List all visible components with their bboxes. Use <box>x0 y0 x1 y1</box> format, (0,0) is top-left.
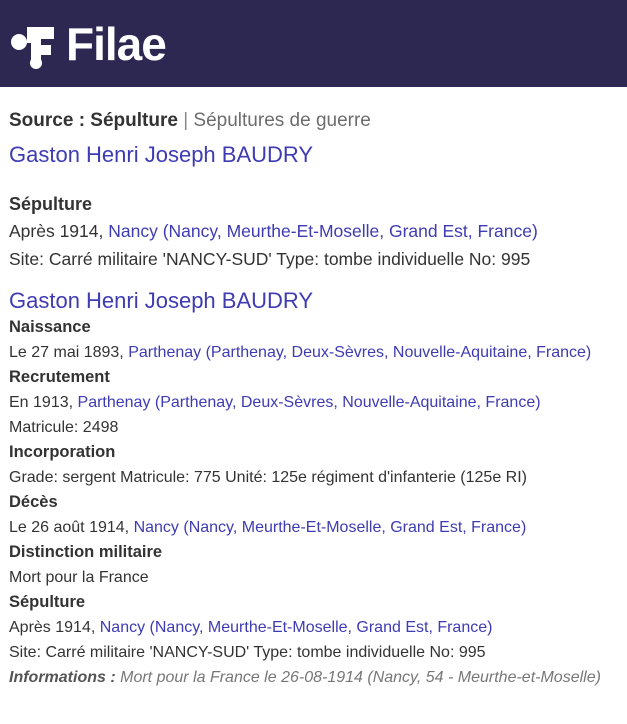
record2-person-name[interactable]: Gaston Henri Joseph BAUDRY <box>9 288 314 313</box>
record1-person-name[interactable]: Gaston Henri Joseph BAUDRY <box>9 142 314 167</box>
filae-logo-icon <box>10 19 60 69</box>
informations-line <box>9 665 618 690</box>
record1-date: Après 1914, <box>9 221 104 241</box>
deces-title: Décès <box>9 493 58 511</box>
recrutement-matricule: Matricule: 2498 <box>9 419 119 436</box>
deces-date: Le 26 août 1914, <box>9 519 130 536</box>
recrutement-date: En 1913, <box>9 394 74 411</box>
incorporation-title: Incorporation <box>9 443 116 461</box>
sepulture-date: Après 1914, <box>9 619 96 636</box>
sepulture-place-link[interactable]: Nancy (Nancy, Meurthe-Et-Moselle, Grand Est, France) <box>99 619 493 636</box>
sepulture-detail: Site: Carré militaire 'NANCY-SUD' Type: tombe individuelle No: 995 <box>9 644 486 661</box>
informations-text: Mort pour la France le 26-08-1914 (Nancy, 54 - Meurthe-et-Moselle) <box>120 669 601 686</box>
main-content <box>0 109 627 690</box>
deces-line <box>9 515 618 540</box>
source-line <box>9 109 618 133</box>
naissance-date: Le 27 mai 1893, <box>9 344 124 361</box>
distinction-detail: Mort pour la France <box>9 569 149 586</box>
sepulture-line <box>9 615 618 640</box>
naissance-title: Naissance <box>9 318 91 336</box>
naissance-place-link[interactable]: Parthenay (Parthenay, Deux-Sèvres, Nouvelle-Aquitaine, France) <box>128 344 592 361</box>
recrutement-line <box>9 390 618 415</box>
naissance-line <box>9 340 618 365</box>
source-separator: | <box>183 110 189 131</box>
source-label: Source : Sépulture <box>9 110 178 131</box>
logo-text: Filae <box>66 17 166 70</box>
deces-place-link[interactable]: Nancy (Nancy, Meurthe-Et-Moselle, Grand Est, France) <box>133 519 527 536</box>
record1-place-link[interactable]: Nancy (Nancy, Meurthe-Et-Moselle, Grand Est, France) <box>108 221 538 241</box>
distinction-title: Distinction militaire <box>9 543 163 561</box>
informations-label: Informations : <box>9 669 116 686</box>
record1-detail: Site: Carré militaire 'NANCY-SUD' Type: tombe individuelle No: 995 <box>9 249 531 269</box>
recrutement-place-link[interactable]: Parthenay (Parthenay, Deux-Sèvres, Nouvelle-Aquitaine, France) <box>77 394 541 411</box>
record1-event-title: Sépulture <box>9 194 93 214</box>
record1-block <box>9 191 618 273</box>
record2-block <box>9 315 618 690</box>
record1-event-line <box>9 217 618 245</box>
recrutement-title: Recrutement <box>9 368 110 386</box>
source-subtitle: Sépultures de guerre <box>193 110 371 131</box>
filae-logo[interactable] <box>10 19 166 69</box>
sepulture-title: Sépulture <box>9 593 86 611</box>
incorporation-detail: Grade: sergent Matricule: 775 Unité: 125e régiment d'infanterie (125e RI) <box>9 469 527 486</box>
site-header <box>0 0 627 87</box>
